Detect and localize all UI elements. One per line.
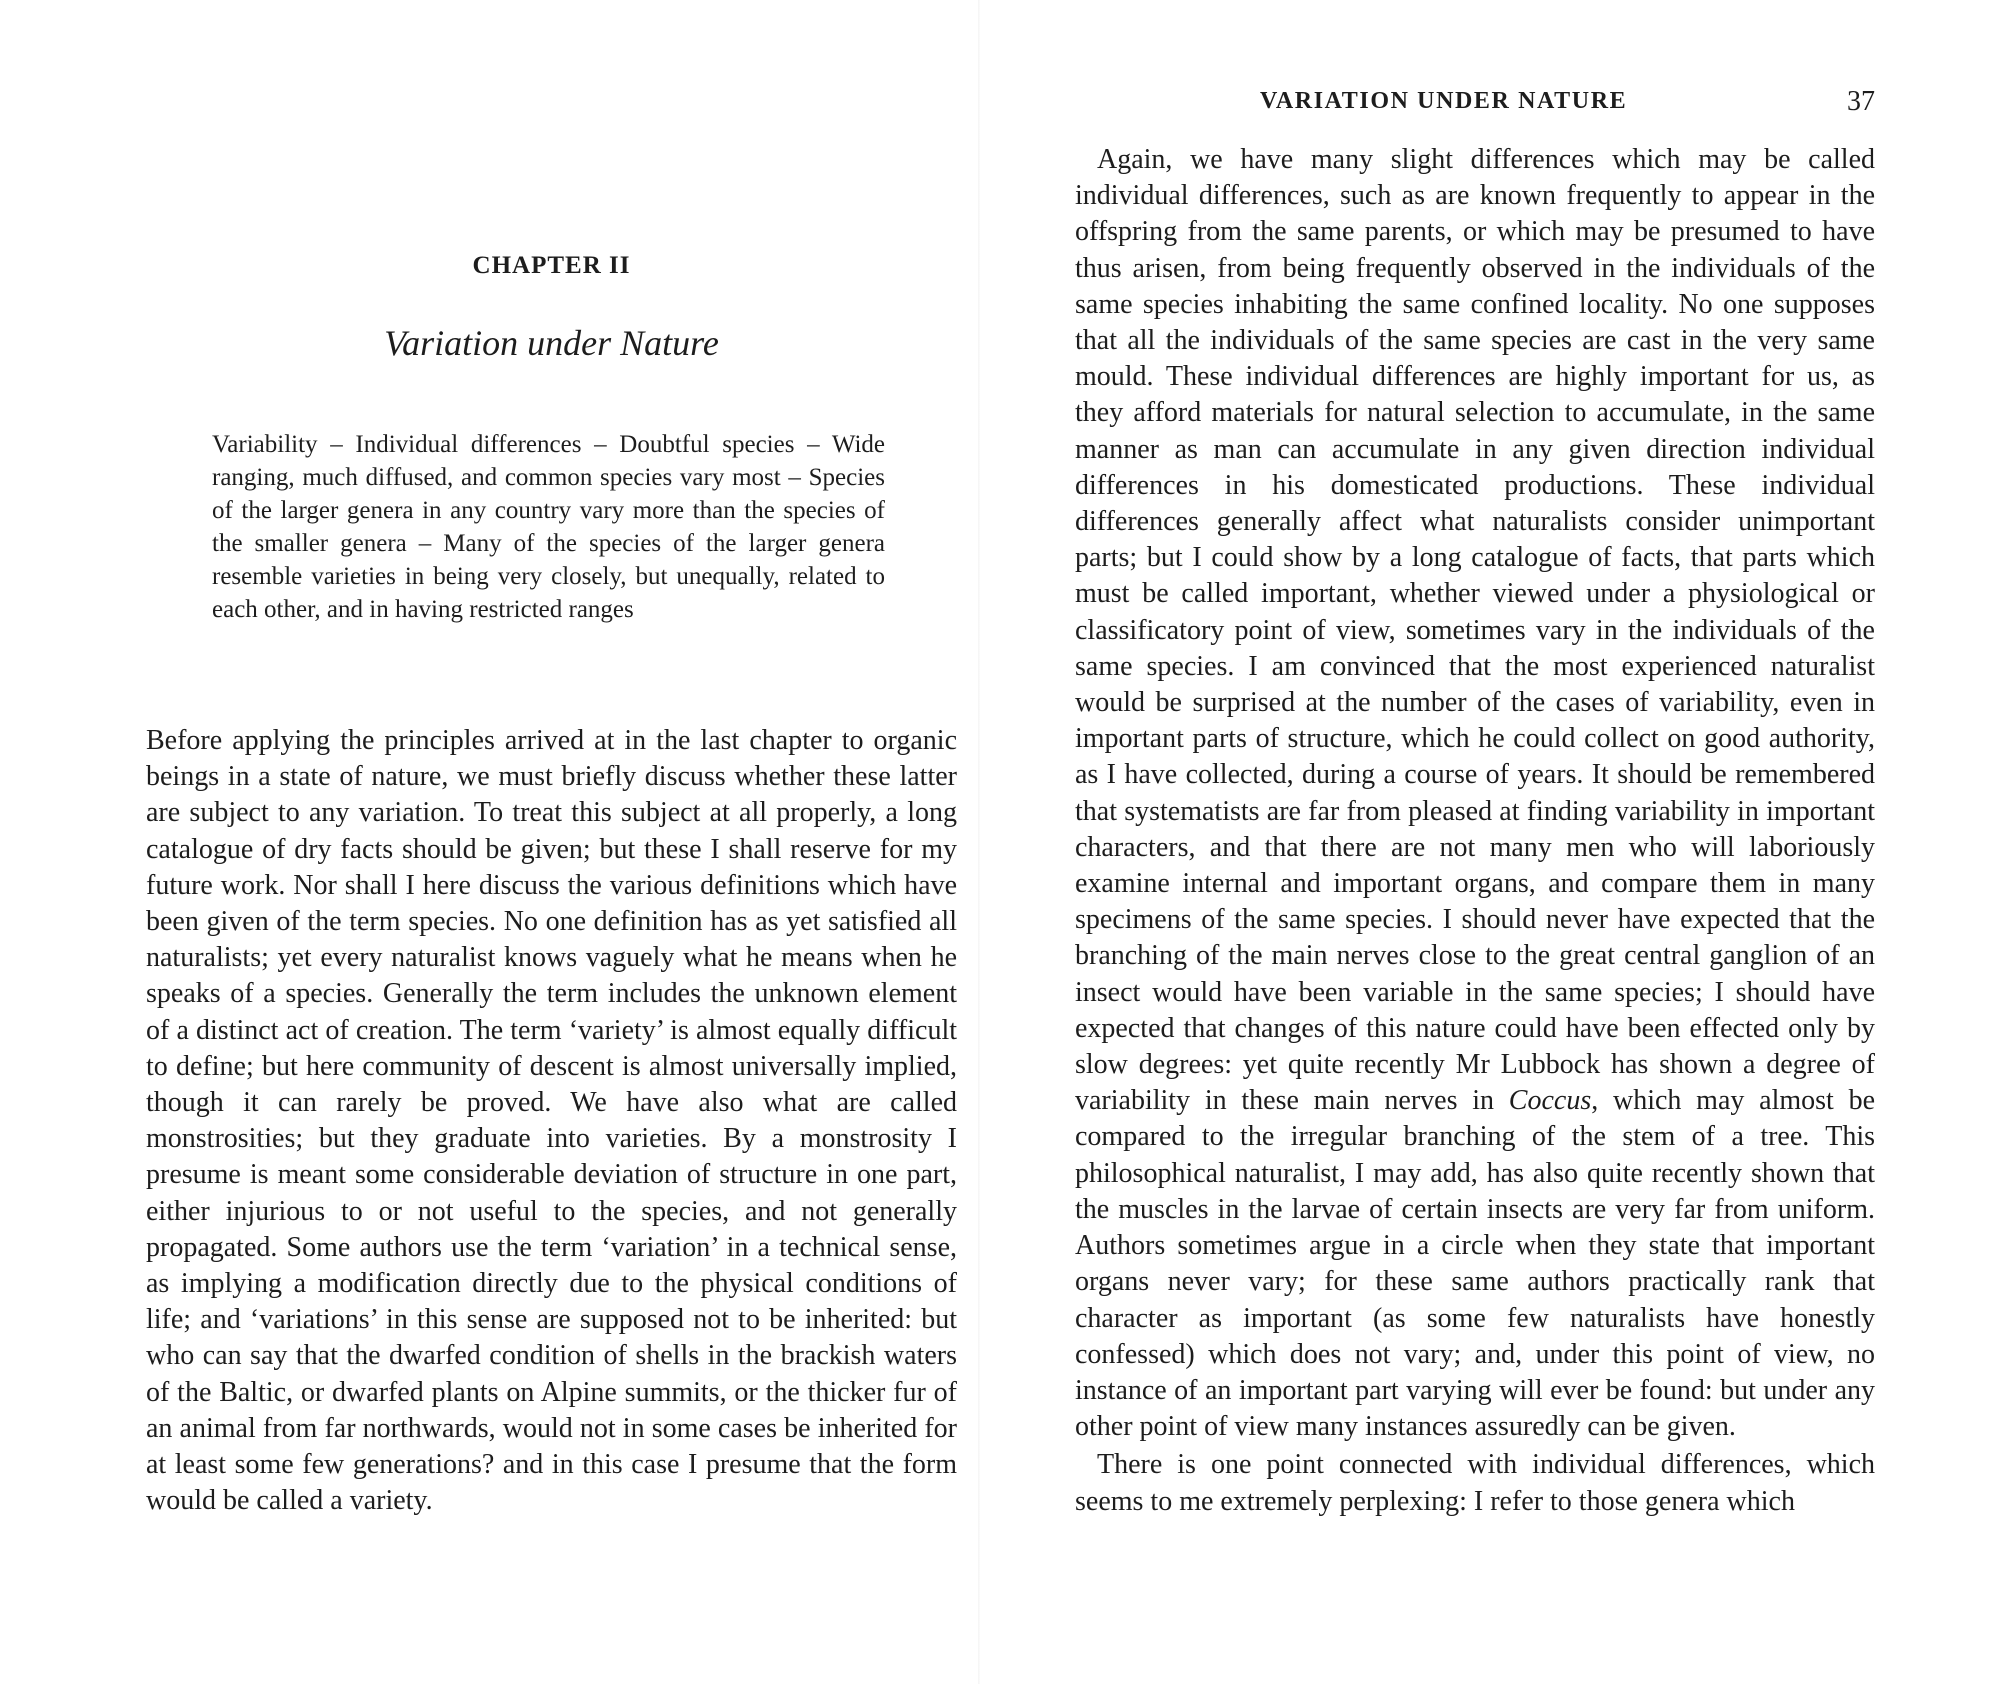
left-page [146, 0, 957, 1684]
chapter-title: Variation under Nature [384, 323, 719, 363]
right-page-body [1075, 142, 1875, 1520]
running-title: VARIATION UNDER NATURE [1260, 88, 1628, 114]
chapter-label: CHAPTER II [472, 252, 631, 279]
left-page-body: Before applying the principles arrived at in the last chapter to organic beings in a state of nature, we must briefly discuss whether these latter are subject to any variation. To treat this subject at all properly, a long catalogue of dry facts should be given; but these I shall reserve for my future work. Nor shall I here discuss the various definitions which have been given of the term species. No one definition has as yet satisfied all naturalists; yet every naturalist knows vaguely what he means when he speaks of a species. Generally the term includes the unknown element of a distinct act of creation. The term ‘variety’ is almost equally difficult to define; but here community of descent is almost universally implied, though it can rarely be proved. We have also what are called monstrosities; but they graduate into varieties. By a monstrosity I presume is meant some considerable deviation of structure in one part, either injurious to or not useful to the species, and not generally propagated. Some authors use the term ‘variation’ in a technical sense, as implying a modification directly due to the physical conditions of life; and ‘variations’ in this sense are supposed not to be inherited: but who can say that the dwarfed condition of shells in the brackish waters of the Baltic, or dwarfed plants on Alpine summits, or the thicker fur of an animal from far northwards, would not in some cases be inherited for at least some few generations? and in this case I presume that the form would be called a variety. [146, 725, 957, 1517]
paragraph-1 [1075, 142, 1875, 1445]
chapter-synopsis: Variability – Individual differences – Doubtful species – Wide ranging, much diffused, and common species vary most – Species of the larger genera in any country vary more than the species of the smaller genera – Many of the species of the larger genera resemble varieties in being very closely, but unequally, related to each other, and in having restricted ranges [212, 431, 885, 623]
genus-name-italic: Coccus [1508, 1085, 1592, 1117]
book-gutter [978, 0, 980, 1684]
page-number: 37 [1847, 86, 1875, 117]
paragraph-1-text-a: Again, we have many slight differences which may be called individual differences, such as are known frequently to appear in the offspring from the same parents, or which may be presumed to have thus arisen, from being frequently observed in the individuals of the same species inhabiting the same confined locality. No one supposes that all the individuals of the same species are cast in the very same mould. These individual differences are highly important for us, as they afford materials for natural selection to accumulate, in the same manner as man can accumulate in any given direction individual differences in his domesticated productions. These individual differences generally affect what naturalists consider unimportant parts; but I could show by a long catalogue of facts, that parts which must be called important, whether viewed under a physiological or classificatory point of view, sometimes vary in the individuals of the same species. I am convinced that the most experienced naturalist would be surprised at the number of the cases of variability, even in important parts of structure, which he could collect on good authority, as I have collected, during a course of years. It should be remembered that systematists are far from pleased at finding variability in important characters, and that there are not many men who will laboriously examine internal and important organs, and compare them in many specimens of the same species. I should never have expected that the branching of the main nerves close to the great central ganglion of an insect would have been variable in the same species; I should have expected that changes of this nature could have been effected only by slow degrees: yet quite recently Mr Lubbock has shown a degree of variability in these main nerves in [1075, 144, 1875, 1117]
paragraph-1-text-b: , which may almost be compared to the irregular branching of the stem of a tree. This philosophical naturalist, I may add, has also quite recently shown that the muscles in the larvae of certain insects are very far from uniform. Authors sometimes argue in a circle when they state that important organs never vary; for these same authors practically rank that character as important (as some few naturalists have honestly confessed) which does not vary; and, under this point of view, no instance of an important part varying will ever be found: but under any other point of view many instances assuredly can be given. [1075, 1085, 1875, 1443]
paragraph-2: There is one point connected with individual differences, which seems to me extremely perplexing: I refer to those genera which [1075, 1449, 1875, 1517]
running-head [1075, 88, 1875, 122]
right-page [1075, 0, 1875, 1684]
